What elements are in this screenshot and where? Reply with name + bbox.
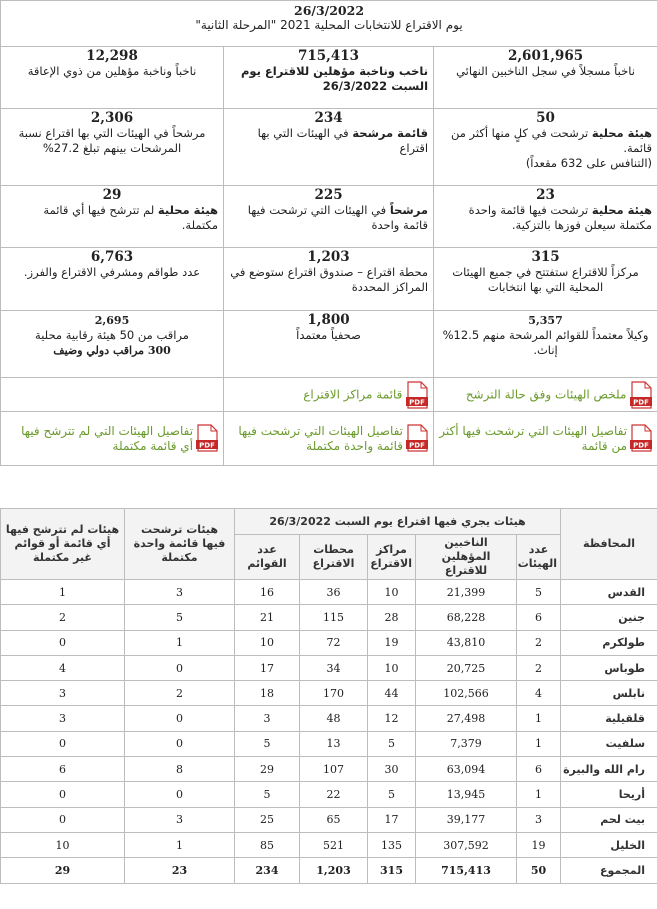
stat-number: 1,203 — [307, 249, 350, 265]
stat-acclamation-bodies — [434, 186, 657, 248]
stat-text: لم تترشح فيها أي قائمة مكتملة. — [43, 203, 219, 232]
link-multi-list-details[interactable]: تفاصيل الهيئات التي ترشحت فيها أكثر من قائمة — [439, 423, 628, 453]
col-group-voting: هيئات يجري فيها اقتراع يوم السبت 26/3/2022 — [235, 509, 561, 535]
cell-centers: 135 — [368, 832, 416, 857]
cell-stations: 65 — [300, 807, 368, 832]
cell-single: 0 — [125, 782, 235, 807]
cell-stations: 72 — [300, 630, 368, 655]
stat-number: 6,763 — [90, 249, 134, 265]
stat-registered-voters — [434, 47, 657, 109]
stat-text: مرشحاً في الهيئات التي بها اقتراع نسبة المرشحات بينهم تبلغ 27.2% — [18, 126, 206, 155]
link-no-list-details[interactable]: تفاصيل الهيئات التي لم تترشح فيها أي قائمة مكتملة — [21, 423, 194, 453]
cell-voters: 63,094 — [416, 757, 517, 782]
governorate-table — [0, 508, 657, 884]
cell-single: 3 — [125, 807, 235, 832]
cell-lists: 5 — [235, 731, 300, 756]
cell-lists: 234 — [235, 858, 300, 883]
cell-voters: 43,810 — [416, 630, 517, 655]
col-governorate: المحافظة — [561, 509, 657, 580]
cell-stations: 48 — [300, 706, 368, 731]
stat-number: 29 — [102, 187, 122, 203]
cell-voters: 68,228 — [416, 605, 517, 630]
cell-none: 4 — [1, 655, 125, 680]
cell-centers: 19 — [368, 630, 416, 655]
stat-number: 2,695 — [94, 314, 130, 327]
cell-single: 1 — [125, 630, 235, 655]
cell-stations: 22 — [300, 782, 368, 807]
col-bodies: عدد الهيئات — [517, 535, 561, 580]
pdf-icon[interactable] — [402, 387, 428, 406]
col-no-list: هيئات لم تترشح فيها أي قائمة أو قوائم غير مكتملة — [1, 509, 125, 580]
cell-lists: 85 — [235, 832, 300, 857]
cell-bodies: 4 — [517, 681, 561, 706]
stat-number: 2,306 — [90, 110, 134, 126]
cell-gov: طوباس — [561, 655, 657, 680]
stat-number: 1,800 — [307, 312, 350, 328]
cell-voters: 20,725 — [416, 655, 517, 680]
cell-single: 2 — [125, 681, 235, 706]
pdf-icon[interactable] — [626, 387, 652, 406]
stat-polling-centers — [434, 248, 657, 311]
cell-bodies: 1 — [517, 782, 561, 807]
cell-gov: المجموع — [561, 858, 657, 883]
link-cell-single — [224, 412, 434, 466]
col-stations: محطات الاقتراع — [300, 535, 368, 580]
table-row — [1, 757, 657, 782]
cell-voters: 715,413 — [416, 858, 517, 883]
cell-none: 0 — [1, 807, 125, 832]
cell-bodies: 5 — [517, 580, 561, 605]
summary-header — [1, 1, 657, 47]
cell-lists: 3 — [235, 706, 300, 731]
cell-single: 0 — [125, 731, 235, 756]
cell-none: 10 — [1, 832, 125, 857]
cell-voters: 21,399 — [416, 580, 517, 605]
cell-stations: 1,203 — [300, 858, 368, 883]
cell-none: 0 — [1, 731, 125, 756]
cell-voters: 307,592 — [416, 832, 517, 857]
cell-stations: 107 — [300, 757, 368, 782]
cell-bodies: 3 — [517, 807, 561, 832]
cell-centers: 17 — [368, 807, 416, 832]
cell-gov: سلفيت — [561, 731, 657, 756]
stat-text: ترشحت فيها قائمة واحدة مكتملة سيعلن فوزها بالتزكية. — [468, 203, 653, 232]
cell-bodies: 2 — [517, 655, 561, 680]
svg-text:PDF: PDF — [199, 441, 215, 449]
stat-text: في الهيئات التي ترشحت فيها قائمة واحدة — [247, 203, 429, 232]
cell-single: 5 — [125, 605, 235, 630]
cell-centers: 5 — [368, 731, 416, 756]
cell-bodies: 19 — [517, 832, 561, 857]
stat-number: 2,601,965 — [507, 48, 584, 64]
cell-none: 29 — [1, 858, 125, 883]
header-title: يوم الاقتراع للانتخابات المحلية 2021 "المرحلة الثانية" — [195, 18, 463, 32]
link-cell-none — [1, 412, 224, 466]
svg-text:PDF: PDF — [409, 398, 425, 406]
stat-text: محطة اقتراع – صندوق اقتراع ستوضع في المراكز المحددة — [230, 265, 429, 294]
link-cell-summary — [434, 378, 657, 412]
cell-single: 0 — [125, 655, 235, 680]
pdf-icon[interactable] — [406, 424, 428, 452]
stat-journalists — [224, 311, 434, 378]
cell-single: 8 — [125, 757, 235, 782]
cell-lists: 25 — [235, 807, 300, 832]
stat-bold: هيئة محلية — [591, 203, 653, 217]
col-single-list: هيئات ترشحت فيها قائمة واحدة مكتملة — [125, 509, 235, 580]
header-date: 26/3/2022 — [294, 3, 365, 18]
stat-lists — [224, 109, 434, 186]
cell-none: 3 — [1, 681, 125, 706]
cell-lists: 17 — [235, 655, 300, 680]
stat-number: 715,413 — [298, 48, 360, 64]
cell-lists: 18 — [235, 681, 300, 706]
table-row — [1, 731, 657, 756]
cell-single: 3 — [125, 580, 235, 605]
cell-voters: 13,945 — [416, 782, 517, 807]
cell-stations: 36 — [300, 580, 368, 605]
cell-bodies: 2 — [517, 630, 561, 655]
stat-text: وكيلاً معتمداً للقوائم المرشحة منهم 12.5% إناث. — [442, 328, 649, 357]
table-row — [1, 706, 657, 731]
stat-single-list-candidates — [224, 186, 434, 248]
stat-bold: مرشحاً — [389, 203, 429, 217]
link-polling-centers[interactable]: قائمة مراكز الاقتراع — [303, 387, 403, 401]
cell-stations: 170 — [300, 681, 368, 706]
svg-text:PDF: PDF — [409, 441, 425, 449]
cell-gov: القدس — [561, 580, 657, 605]
stat-staff — [1, 248, 224, 311]
stat-text: ترشحت في كلٍ منها أكثر من قائمة. — [450, 126, 653, 155]
table-row — [1, 782, 657, 807]
stat-text: في الهيئات التي بها اقتراع — [257, 126, 429, 155]
cell-gov: طولكرم — [561, 630, 657, 655]
cell-centers: 315 — [368, 858, 416, 883]
table-row — [1, 681, 657, 706]
svg-text:PDF: PDF — [633, 441, 649, 449]
stat-bold: هيئة محلية — [591, 126, 653, 140]
table-body — [1, 580, 657, 884]
table-row — [1, 807, 657, 832]
stat-text: ناخباً وناخبة مؤهلين من ذوي الإعاقة — [27, 64, 197, 78]
stat-text: ناخب وناخبة مؤهلين للاقتراع يوم السبت 26/3/2022 — [240, 64, 429, 93]
cell-stations: 115 — [300, 605, 368, 630]
stat-number: 5,357 — [528, 314, 563, 327]
cell-bodies: 1 — [517, 731, 561, 756]
link-cell-centers — [224, 378, 434, 412]
cell-single: 23 — [125, 858, 235, 883]
table-row — [1, 630, 657, 655]
cell-voters: 102,566 — [416, 681, 517, 706]
stat-text: مراقب من 50 هيئة رقابية محلية — [35, 328, 189, 342]
cell-voters: 39,177 — [416, 807, 517, 832]
stat-text: ناخباً مسجلاً في سجل الناخبين النهائي — [456, 64, 635, 78]
cell-single: 0 — [125, 706, 235, 731]
cell-voters: 27,498 — [416, 706, 517, 731]
table-row — [1, 655, 657, 680]
stat-bold: هيئة محلية — [157, 203, 219, 217]
stat-text: صحفياً معتمداً — [296, 328, 361, 342]
cell-gov: جنين — [561, 605, 657, 630]
cell-none: 3 — [1, 706, 125, 731]
stat-eligible-voters — [224, 47, 434, 109]
stat-number: 23 — [536, 187, 555, 203]
cell-bodies: 1 — [517, 706, 561, 731]
cell-none: 1 — [1, 580, 125, 605]
cell-stations: 521 — [300, 832, 368, 857]
stat-number: 225 — [314, 187, 343, 203]
stat-text: عدد طواقم ومشرفي الاقتراع والفرز. — [23, 265, 201, 279]
cell-single: 1 — [125, 832, 235, 857]
cell-bodies: 6 — [517, 757, 561, 782]
cell-none: 6 — [1, 757, 125, 782]
table-total-row — [1, 858, 657, 883]
col-centers: مراكز الاقتراع — [368, 535, 416, 580]
svg-text:PDF: PDF — [633, 398, 649, 406]
cell-none: 2 — [1, 605, 125, 630]
link-cell-multi — [434, 412, 657, 466]
stat-bold: قائمة مرشحة — [352, 126, 429, 140]
cell-gov: قلقيلية — [561, 706, 657, 731]
stat-number: 234 — [314, 110, 343, 126]
cell-centers: 12 — [368, 706, 416, 731]
stat-multi-list-bodies — [434, 109, 657, 186]
stat-observers — [1, 311, 224, 378]
cell-none: 0 — [1, 782, 125, 807]
cell-centers: 10 — [368, 580, 416, 605]
cell-stations: 34 — [300, 655, 368, 680]
pdf-icon[interactable] — [630, 424, 652, 452]
cell-centers: 5 — [368, 782, 416, 807]
stat-disabled-voters — [1, 47, 224, 109]
stat-extra: 300 مراقب دولي وضيف — [53, 344, 171, 357]
table-row — [1, 832, 657, 857]
cell-bodies: 50 — [517, 858, 561, 883]
cell-lists: 29 — [235, 757, 300, 782]
cell-gov: أريحا — [561, 782, 657, 807]
stat-extra: (التنافس على 632 مقعداً) — [525, 156, 653, 170]
cell-gov: نابلس — [561, 681, 657, 706]
table-row — [1, 580, 657, 605]
stat-polling-stations — [224, 248, 434, 311]
cell-centers: 28 — [368, 605, 416, 630]
stat-number: 315 — [531, 249, 560, 265]
cell-gov: رام الله والبيرة — [561, 757, 657, 782]
col-lists: عدد القوائم — [235, 535, 300, 580]
stat-no-list-bodies — [1, 186, 224, 248]
link-single-list-details[interactable]: تفاصيل الهيئات التي ترشحت فيها قائمة واحدة مكتملة — [238, 423, 404, 453]
stat-number: 12,298 — [86, 48, 138, 64]
stat-text: مركزاً للاقتراع ستفتتح في جميع الهيئات المحلية التي بها انتخابات — [452, 265, 639, 294]
cell-lists: 10 — [235, 630, 300, 655]
cell-centers: 30 — [368, 757, 416, 782]
cell-voters: 7,379 — [416, 731, 517, 756]
cell-centers: 10 — [368, 655, 416, 680]
cell-lists: 16 — [235, 580, 300, 605]
col-voters: الناخبين المؤهلين للاقتراع — [416, 535, 517, 580]
stat-candidates — [1, 109, 224, 186]
cell-stations: 13 — [300, 731, 368, 756]
pdf-icon[interactable] — [196, 424, 218, 452]
cell-none: 0 — [1, 630, 125, 655]
cell-gov: بيت لحم — [561, 807, 657, 832]
cell-bodies: 6 — [517, 605, 561, 630]
stat-number: 50 — [536, 110, 555, 126]
link-bodies-summary[interactable]: ملخص الهيئات وفق حالة الترشح — [465, 387, 627, 401]
cell-centers: 44 — [368, 681, 416, 706]
table-row — [1, 605, 657, 630]
cell-lists: 21 — [235, 605, 300, 630]
link-cell-empty — [1, 378, 224, 412]
cell-gov: الخليل — [561, 832, 657, 857]
stat-agents — [434, 311, 657, 378]
cell-lists: 5 — [235, 782, 300, 807]
